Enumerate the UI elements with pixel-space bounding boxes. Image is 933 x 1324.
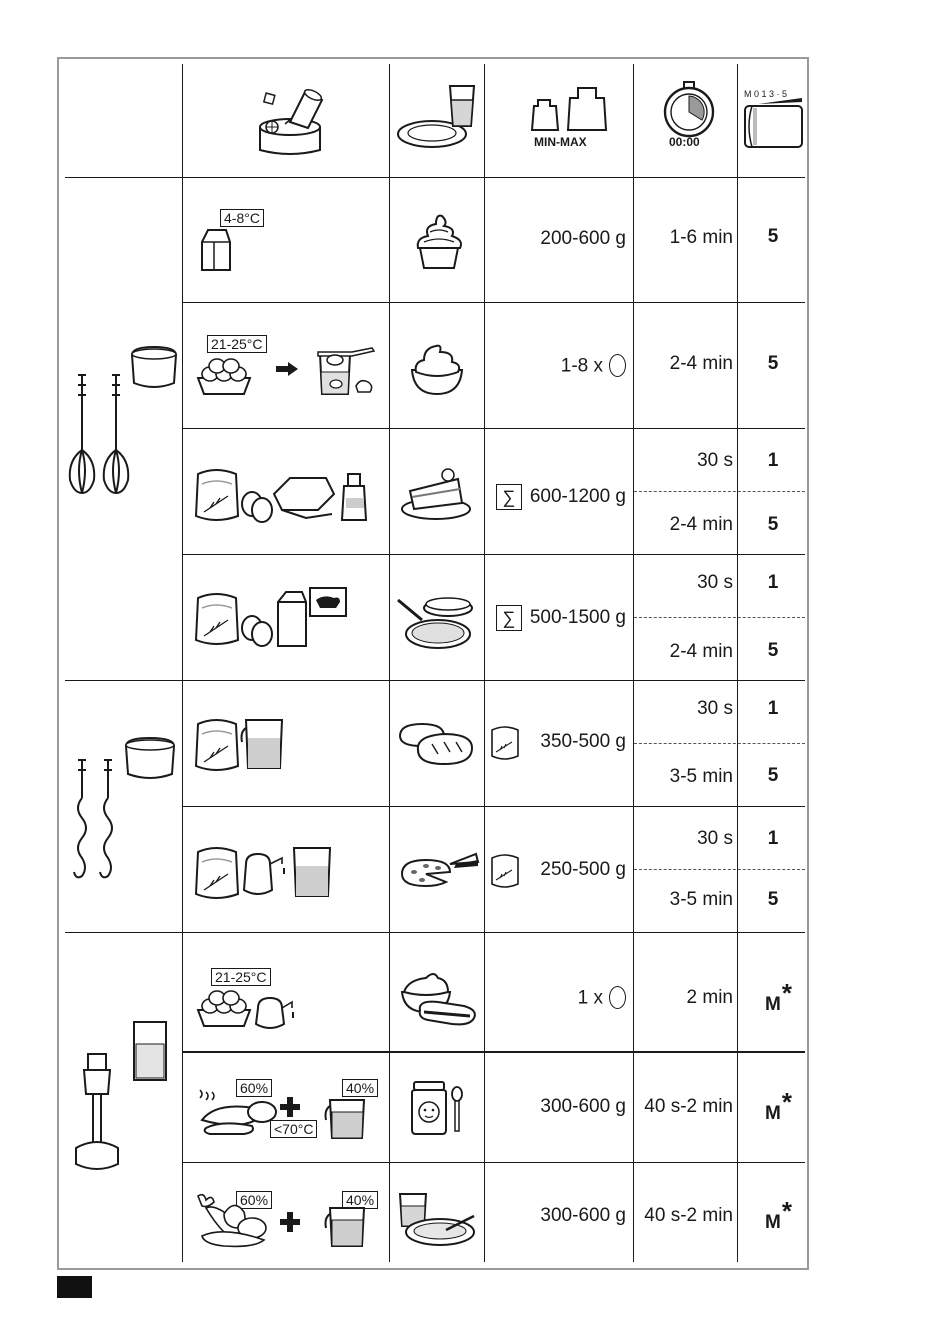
time-value: 3-5 min xyxy=(669,766,733,787)
page-number-marker xyxy=(57,1276,92,1298)
pancake-pan-icon xyxy=(396,590,476,652)
flour-water-icon xyxy=(194,716,290,772)
pancake-ingredients-icon xyxy=(194,588,350,648)
temperature-label: 4-8°C xyxy=(220,209,264,227)
time-value: 30 s xyxy=(697,450,733,471)
row-divider xyxy=(65,680,805,681)
row-divider xyxy=(183,302,805,303)
speed-value xyxy=(765,1087,805,1126)
sum-icon: ∑ xyxy=(496,605,522,631)
quantity-text: 600-1200 g xyxy=(529,486,626,508)
speed-value: 5 xyxy=(767,226,779,247)
speed-value: 1 xyxy=(767,450,779,471)
sum-icon: ∑ xyxy=(496,484,522,510)
percent-label: 60% xyxy=(236,1191,272,1209)
quantity-value xyxy=(490,987,626,1010)
time-value: 2-4 min xyxy=(669,514,733,535)
quantity-value xyxy=(490,355,626,378)
time-value: 40 s-2 min xyxy=(644,1096,733,1117)
egg-icon xyxy=(609,986,626,1009)
quantity-text: 500-1500 g xyxy=(529,607,626,629)
time-value: 2-4 min xyxy=(669,353,733,374)
time-value: 30 s xyxy=(697,828,733,849)
pizza-icon xyxy=(398,850,480,890)
column-divider xyxy=(633,64,634,1262)
dashed-divider xyxy=(634,491,805,492)
time-value: 40 s-2 min xyxy=(644,1205,733,1226)
speed-value: 5 xyxy=(767,640,779,661)
plus-icon xyxy=(280,1212,300,1232)
baby-food-jar-icon xyxy=(410,1080,466,1136)
speed-value: 1 xyxy=(767,828,779,849)
footnote-star: * xyxy=(781,1087,792,1117)
flour-bag-icon xyxy=(490,852,520,888)
speed-value: 5 xyxy=(767,514,779,535)
blender-attachment-icon xyxy=(70,1018,180,1178)
whipped-cream-icon xyxy=(412,212,466,272)
speed-value: 1 xyxy=(767,698,779,719)
row-divider xyxy=(183,1162,805,1163)
time-value: 30 s xyxy=(697,698,733,719)
stopwatch-icon xyxy=(660,80,720,138)
dashed-divider xyxy=(634,869,805,870)
row-divider xyxy=(183,554,805,555)
cake-ingredients-icon xyxy=(194,464,374,524)
speed-value: 5 xyxy=(767,889,779,910)
speed-value: 5 xyxy=(767,765,779,786)
speed-value xyxy=(765,1196,805,1235)
quantity-value: 350-500 g xyxy=(540,731,626,752)
row-divider xyxy=(183,428,805,429)
dashed-divider xyxy=(634,743,805,744)
water-jug-icon xyxy=(322,1098,366,1140)
speed-mode: M xyxy=(765,1103,781,1124)
speed-value: 1 xyxy=(767,572,779,593)
speed-dial-icon xyxy=(744,96,804,150)
raw-vegetables-icon xyxy=(194,1192,270,1248)
dough-hook-attachment-icon xyxy=(66,738,178,883)
row-divider xyxy=(65,932,805,933)
quantity-value: 300-600 g xyxy=(540,1096,626,1117)
beaten-egg-white-icon xyxy=(408,340,466,396)
percent-label: 40% xyxy=(342,1191,378,1209)
egg-separator-icon xyxy=(316,342,380,398)
time-value: 3-5 min xyxy=(669,889,733,910)
column-divider xyxy=(484,64,485,1262)
quantity-prefix: 1-8 x xyxy=(560,355,603,377)
flour-oil-water-icon xyxy=(194,844,336,900)
column-divider xyxy=(182,64,183,1262)
temperature-label: 21-25°C xyxy=(207,335,267,353)
weight-range-label: MIN-MAX xyxy=(534,135,587,149)
dashed-divider xyxy=(634,617,805,618)
footnote-star: * xyxy=(781,978,792,1008)
temperature-label: <70°C xyxy=(270,1120,317,1138)
cake-slice-icon xyxy=(400,465,472,521)
mayonnaise-hotdog-icon xyxy=(398,966,478,1028)
arrow-right-icon xyxy=(276,362,298,376)
whisk-attachment-icon xyxy=(66,345,178,495)
percent-label: 60% xyxy=(236,1079,272,1097)
speed-value: 5 xyxy=(767,353,779,374)
eggs-tray-icon xyxy=(196,356,252,396)
row-divider xyxy=(183,806,805,807)
column-divider xyxy=(389,64,390,1262)
speed-mode: M xyxy=(765,994,781,1015)
time-value: 30 s xyxy=(697,572,733,593)
time-value: 1-6 min xyxy=(669,227,733,248)
row-divider xyxy=(65,177,805,178)
quantity-value: 250-500 g xyxy=(540,859,626,880)
weights-icon xyxy=(530,84,610,134)
row-divider xyxy=(183,1051,805,1053)
eggs-oil-icon xyxy=(196,988,296,1030)
water-jug-icon xyxy=(322,1206,366,1248)
quantity-value xyxy=(488,605,626,631)
time-value: 2-4 min xyxy=(669,641,733,662)
speed-mode: M xyxy=(765,1212,781,1233)
speed-value xyxy=(765,978,805,1017)
column-divider xyxy=(737,64,738,1262)
timer-label: 00:00 xyxy=(669,135,700,149)
bread-loaves-icon xyxy=(396,718,476,768)
plus-icon xyxy=(280,1097,300,1117)
egg-icon xyxy=(609,354,626,377)
footnote-star: * xyxy=(781,1196,792,1226)
ingredients-pour-icon xyxy=(250,82,330,162)
quantity-prefix: 1 x xyxy=(577,987,603,1009)
percent-label: 40% xyxy=(342,1079,378,1097)
quantity-value: 200-600 g xyxy=(540,228,626,249)
plate-glass-icon xyxy=(396,82,476,152)
milk-carton-icon xyxy=(198,228,234,272)
speed-dial-labels: M 0 1 3 · 5 xyxy=(744,89,788,99)
quantity-value xyxy=(488,484,626,510)
cooked-vegetables-icon xyxy=(196,1090,280,1136)
soup-plate-icon xyxy=(396,1190,478,1248)
temperature-label: 21-25°C xyxy=(211,968,271,986)
flour-bag-icon xyxy=(490,724,520,760)
quantity-value: 300-600 g xyxy=(540,1205,626,1226)
time-value: 2 min xyxy=(686,987,733,1008)
